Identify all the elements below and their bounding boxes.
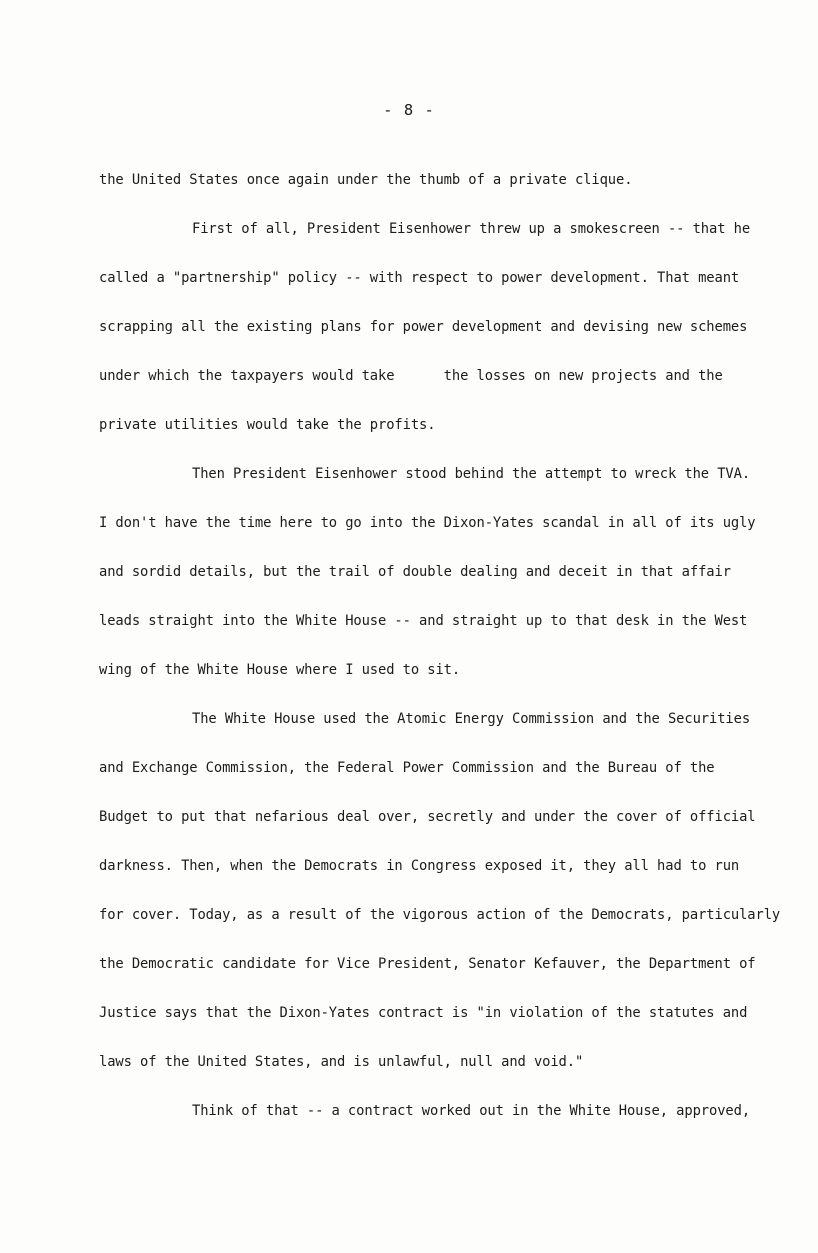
body-text [99, 168, 789, 1124]
text-line: and Exchange Commission, the Federal Power Commission and the Bureau of the [99, 760, 715, 776]
text-line: called a "partnership" policy -- with respect to power development. That meant [99, 270, 740, 286]
text-line: the Democratic candidate for Vice President, Senator Kefauver, the Department of [99, 956, 756, 972]
text-line: leads straight into the White House -- and straight up to that desk in the West [99, 613, 748, 629]
text-line: and sordid details, but the trail of double dealing and deceit in that affair [99, 564, 731, 580]
text-line: scrapping all the existing plans for power development and devising new schemes [99, 319, 748, 335]
text-line: Think of that -- a contract worked out in the White House, approved, [192, 1103, 751, 1119]
text-line: The White House used the Atomic Energy Commission and the Securities [192, 711, 751, 727]
text-line: laws of the United States, and is unlawful, null and void." [99, 1054, 584, 1070]
text-line: First of all, President Eisenhower threw up a smokescreen -- that he [192, 221, 751, 237]
text-line: Budget to put that nefarious deal over, secretly and under the cover of official [99, 809, 756, 825]
text-line: Justice says that the Dixon-Yates contract is "in violation of the statutes and [99, 1005, 748, 1021]
page-number: - 8 - [383, 101, 435, 119]
text-line: wing of the White House where I used to sit. [99, 662, 461, 678]
text-line: I don't have the time here to go into the Dixon-Yates scandal in all of its ugly [99, 515, 756, 531]
text-line: private utilities would take the profits. [99, 417, 436, 433]
text-line: the United States once again under the thumb of a private clique. [99, 172, 633, 188]
text-line: darkness. Then, when the Democrats in Congress exposed it, they all had to run [99, 858, 740, 874]
text-line: under which the taxpayers would take the losses on new projects and the [99, 368, 723, 384]
text-line: for cover. Today, as a result of the vigorous action of the Democrats, particularly [99, 907, 781, 923]
text-line: Then President Eisenhower stood behind the attempt to wreck the TVA. [192, 466, 751, 482]
